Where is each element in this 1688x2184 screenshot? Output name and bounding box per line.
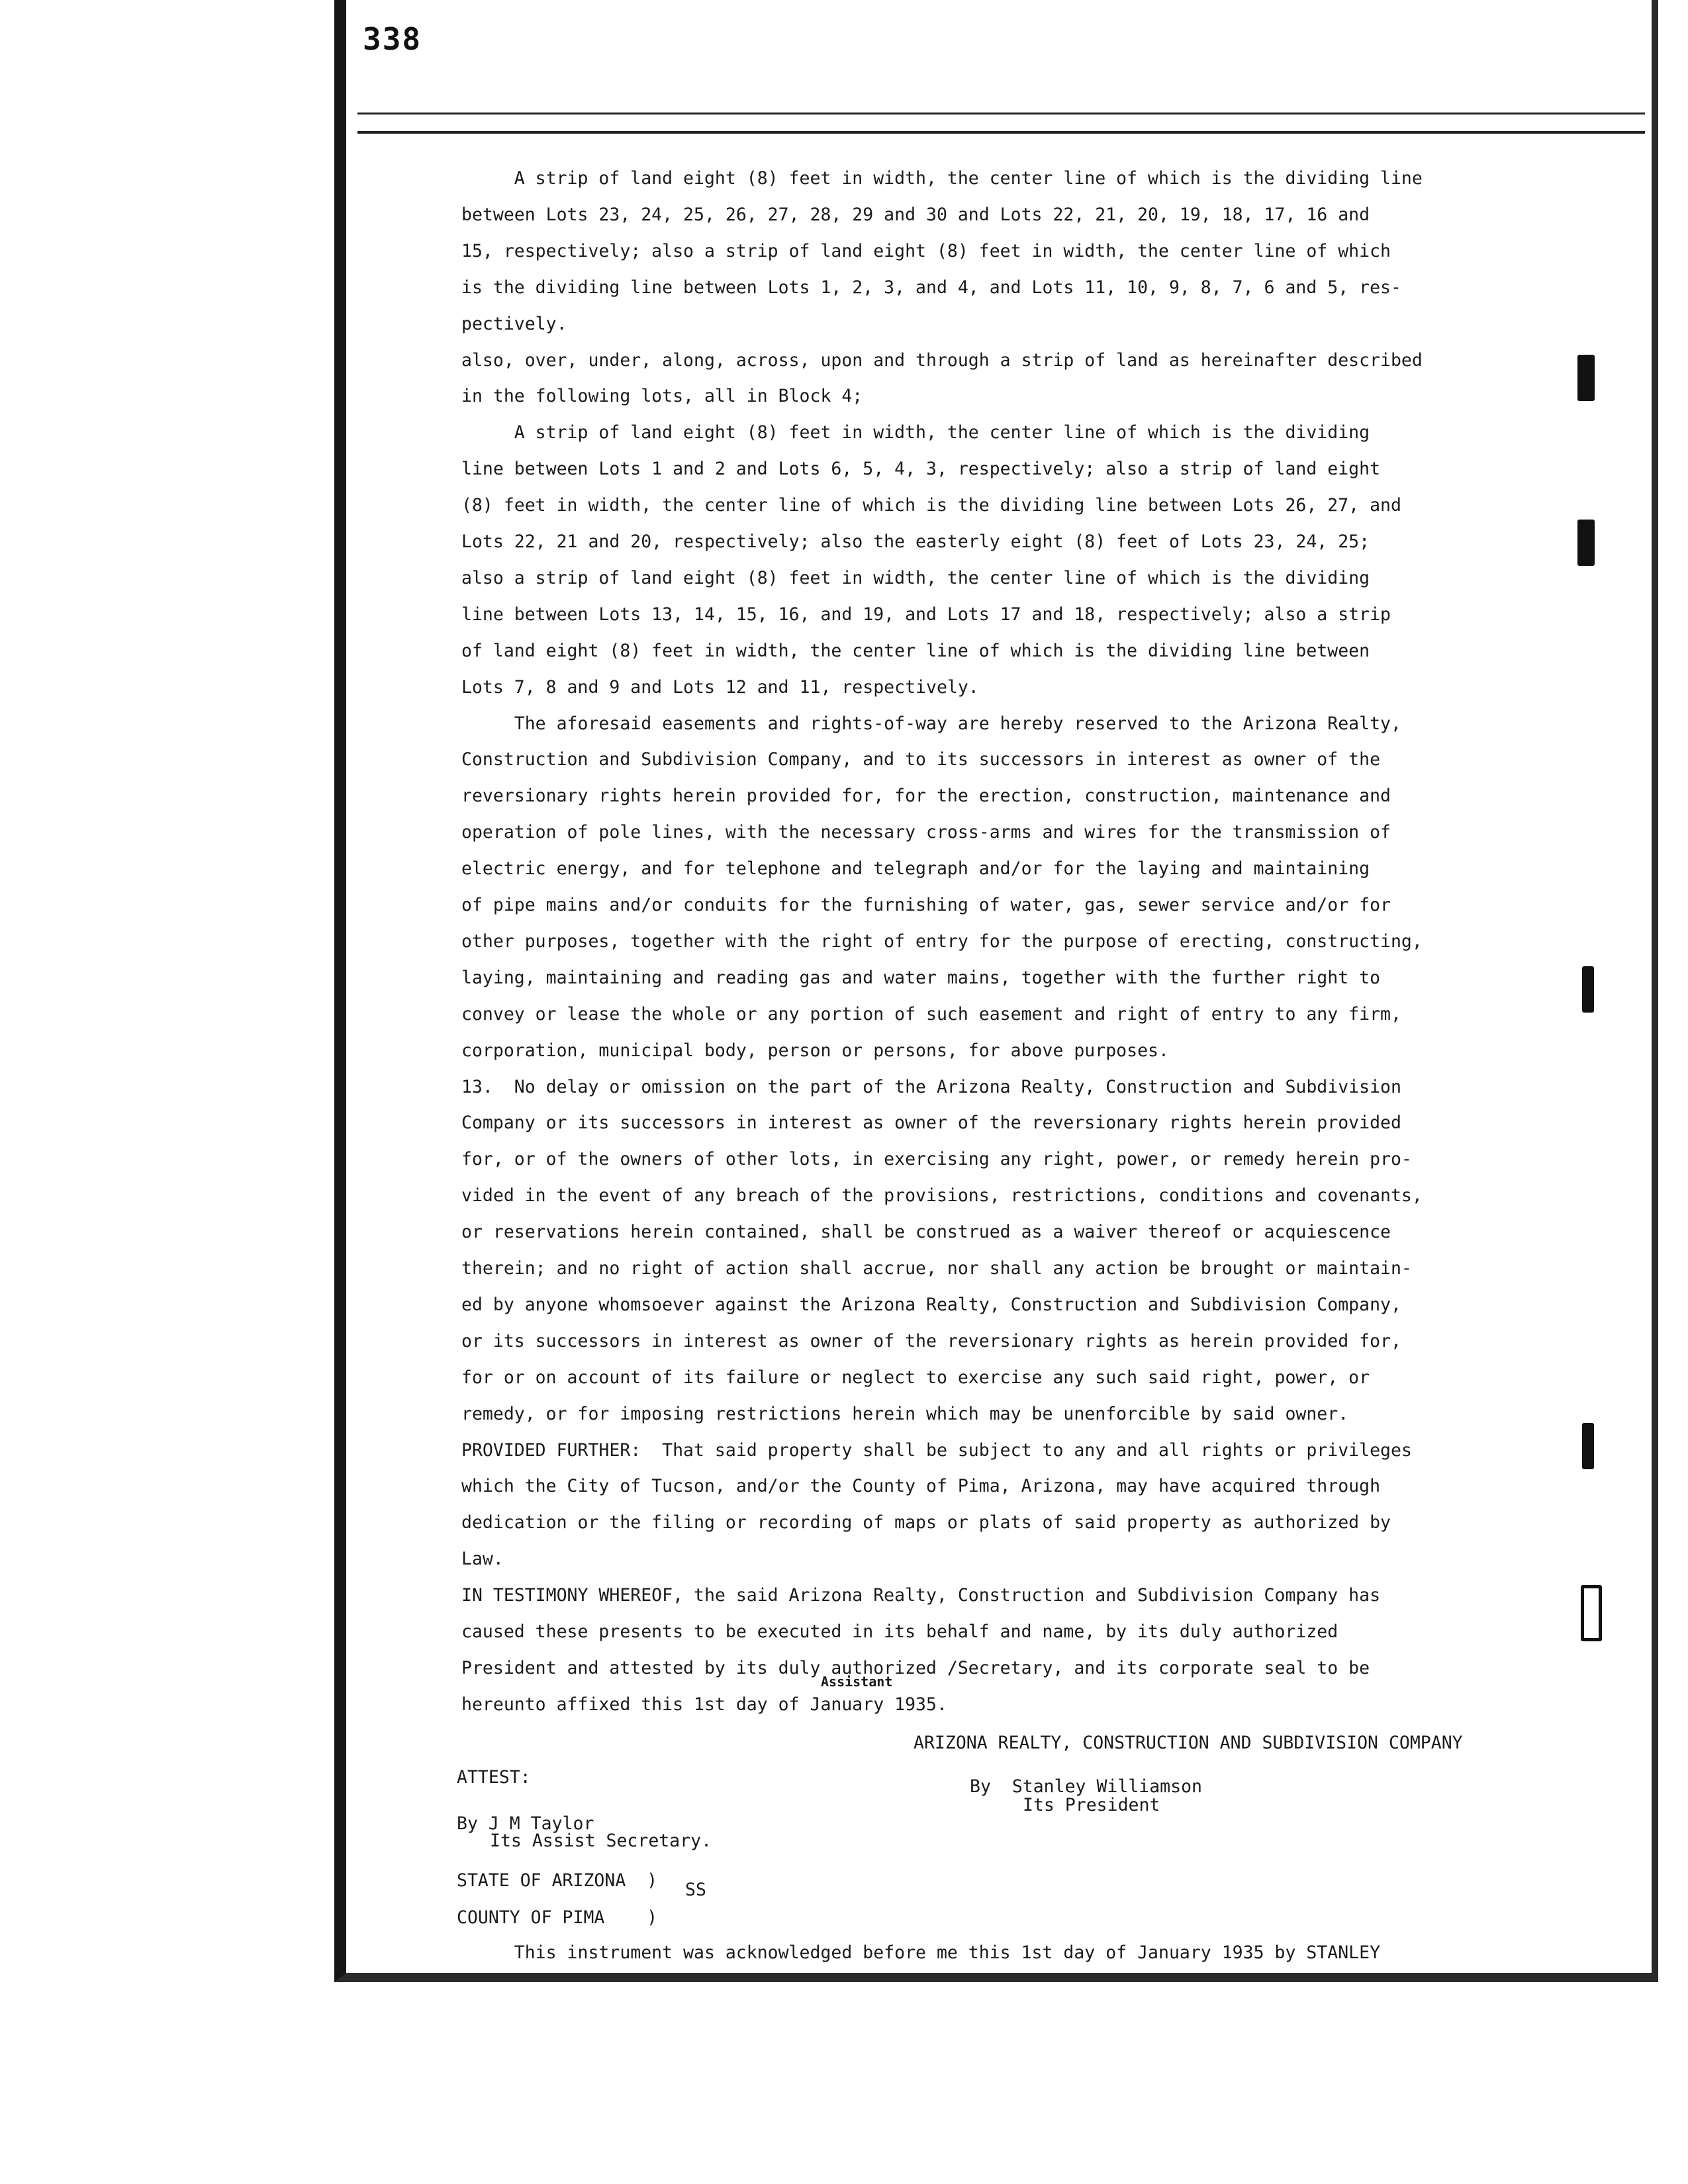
body-line: is the dividing line between Lots 1, 2, 3, and 4, and Lots 11, 10, 9, 8, 7, 6 and 5, res- bbox=[461, 277, 1401, 298]
body-line: other purposes, together with the right of entry for the purpose of erecting, constructing, bbox=[461, 931, 1423, 952]
attest-by: By J M Taylor bbox=[457, 1813, 594, 1834]
body-line: corporation, municipal body, person or persons, for above purposes. bbox=[461, 1040, 1169, 1061]
body-line: laying, maintaining and reading gas and water mains, together with the further right to bbox=[461, 967, 1381, 988]
acknowledgment-line: This instrument was acknowledged before me this 1st day of January 1935 by STANLEY bbox=[461, 1942, 1381, 1963]
body-line: operation of pole lines, with the necessary cross-arms and wires for the transmission of bbox=[461, 822, 1391, 843]
body-line: 13. No delay or omission on the part of the Arizona Realty, Construction and Subdivision bbox=[461, 1076, 1401, 1097]
body-line: also, over, under, along, across, upon and through a strip of land as hereinafter described bbox=[461, 349, 1423, 371]
body-line: reversionary rights herein provided for, for the erection, construction, maintenance and bbox=[461, 786, 1391, 807]
body-line: electric energy, and for telephone and telegraph and/or for the laying and maintaining bbox=[461, 858, 1370, 880]
state-label: STATE OF ARIZONA ) bbox=[457, 1870, 658, 1891]
body-line: 15, respectively; also a strip of land eight (8) feet in width, the center line of which bbox=[461, 240, 1391, 261]
interlinear-note: Assistant bbox=[821, 1674, 893, 1690]
body-line: Construction and Subdivision Company, and to its successors in interest as owner of the bbox=[461, 749, 1381, 770]
county-label: COUNTY OF PIMA ) bbox=[457, 1907, 658, 1928]
body-line: of pipe mains and/or conduits for the furnishing of water, gas, sewer service and/or for bbox=[461, 895, 1391, 915]
body-line: which the City of Tucson, and/or the County of Pima, Arizona, may have acquired through bbox=[461, 1476, 1381, 1497]
body-line: for, or of the owners of other lots, in exercising any right, power, or remedy herein pro- bbox=[461, 1149, 1412, 1170]
body-line: ed by anyone whomsoever against the Arizona Realty, Construction and Subdivision Company, bbox=[461, 1294, 1401, 1315]
body-line: of land eight (8) feet in width, the center line of which is the dividing line between bbox=[461, 640, 1370, 661]
body-line: line between Lots 1 and 2 and Lots 6, 5, 4, 3, respectively; also a strip of land eight bbox=[461, 459, 1381, 480]
company-heading: ARIZONA REALTY, CONSTRUCTION AND SUBDIVISION COMPANY bbox=[914, 1733, 1463, 1753]
attest-title: Its Assist Secretary. bbox=[490, 1831, 712, 1851]
body-line: or its successors in interest as owner of the reversionary rights as herein provided for, bbox=[461, 1330, 1401, 1351]
body-line: A strip of land eight (8) feet in width, the center line of which is the dividing bbox=[461, 422, 1370, 443]
body-line: Company or its successors in interest as owner of the reversionary rights herein provided bbox=[461, 1113, 1401, 1134]
margin-mark bbox=[1577, 520, 1595, 566]
body-line: pectively. bbox=[461, 313, 567, 334]
attest-label: ATTEST: bbox=[457, 1767, 531, 1788]
body-line: vided in the event of any breach of the provisions, restrictions, conditions and covenants, bbox=[461, 1185, 1423, 1206]
body-line: line between Lots 13, 14, 15, 16, and 19, and Lots 17 and 18, respectively; also a strip bbox=[461, 604, 1391, 625]
body-line: IN TESTIMONY WHEREOF, the said Arizona Realty, Construction and Subdivision Company has bbox=[461, 1585, 1381, 1606]
body-line: remedy, or for imposing restrictions herein which may be unenforcible by said owner. bbox=[461, 1403, 1349, 1424]
body-line: in the following lots, all in Block 4; bbox=[461, 386, 863, 407]
body-line: convey or lease the whole or any portion of such easement and right of entry to any firm, bbox=[461, 1003, 1401, 1024]
ss-label: SS bbox=[685, 1880, 706, 1900]
body-line: for or on account of its failure or neglect to exercise any such said right, power, or bbox=[461, 1367, 1370, 1388]
body-line: President and attested by its duly authorized /Secretary, and its corporate seal to be bbox=[461, 1657, 1370, 1678]
body-line: Lots 7, 8 and 9 and Lots 12 and 11, respectively. bbox=[461, 676, 979, 698]
body-line: dedication or the filing or recording of maps or plats of said property as authorized by bbox=[461, 1512, 1391, 1533]
signer-title: Its President bbox=[1023, 1795, 1160, 1815]
body-line: also a strip of land eight (8) feet in width, the center line of which is the dividing bbox=[461, 567, 1370, 588]
body-line: Lots 22, 21 and 20, respectively; also the easterly eight (8) feet of Lots 23, 24, 25; bbox=[461, 531, 1370, 552]
margin-mark bbox=[1577, 355, 1595, 401]
signer-by: By Stanley Williamson bbox=[970, 1776, 1202, 1797]
margin-mark bbox=[1581, 1585, 1602, 1641]
header-rule-bottom bbox=[357, 131, 1645, 134]
body-line: The aforesaid easements and rights-of-way are hereby reserved to the Arizona Realty, bbox=[461, 713, 1401, 734]
margin-mark bbox=[1582, 1423, 1594, 1469]
body-line: PROVIDED FURTHER: That said property shall be subject to any and all rights or privileges bbox=[461, 1439, 1412, 1461]
body-line: (8) feet in width, the center line of which is the dividing line between Lots 26, 27, and bbox=[461, 495, 1401, 516]
body-line: or reservations herein contained, shall be construed as a waiver thereof or acquiescence bbox=[461, 1222, 1391, 1243]
body-line: A strip of land eight (8) feet in width, the center line of which is the dividing line bbox=[461, 168, 1423, 189]
body-line: Law. bbox=[461, 1549, 504, 1570]
page-number: 338 bbox=[363, 21, 422, 57]
body-line: between Lots 23, 24, 25, 26, 27, 28, 29 and 30 and Lots 22, 21, 20, 19, 18, 17, 16 and bbox=[461, 204, 1370, 225]
body-line: caused these presents to be executed in its behalf and name, by its duly authorized bbox=[461, 1621, 1338, 1642]
body-line: hereunto affixed this 1st day of January 1935. bbox=[461, 1694, 947, 1715]
margin-mark bbox=[1582, 966, 1594, 1013]
header-rule-top bbox=[357, 113, 1645, 114]
body-line: therein; and no right of action shall accrue, nor shall any action be brought or maintain- bbox=[461, 1258, 1412, 1279]
